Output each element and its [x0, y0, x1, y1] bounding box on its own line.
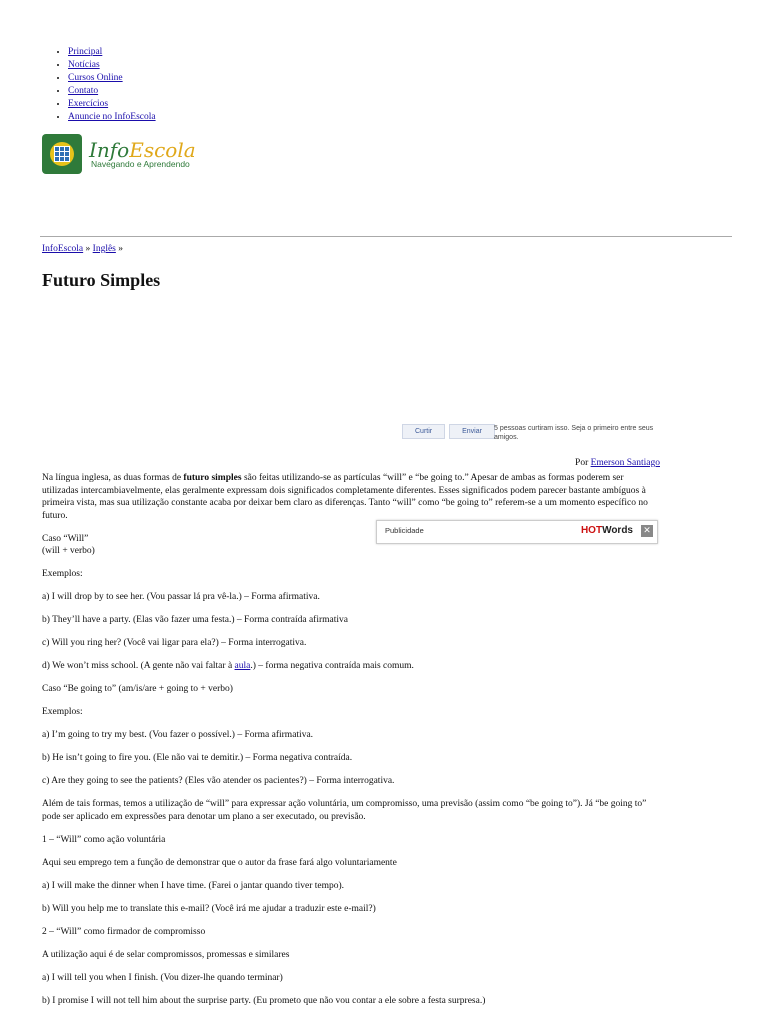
intro-text-pre: Na língua inglesa, as duas formas de — [42, 473, 184, 483]
nav-link-anuncie[interactable]: Anuncie no InfoEscola — [68, 112, 156, 122]
author-link[interactable]: Emerson Santiago — [590, 458, 660, 468]
send-button[interactable]: Enviar — [449, 424, 495, 439]
social-count-text: 5 pessoas curtiram isso. Seja o primeiro entre seus amigos. — [494, 425, 654, 441]
logo-escola-text: Escola — [129, 138, 196, 162]
breadcrumb — [42, 244, 123, 254]
hotwords-logo — [581, 525, 633, 536]
nav-link-contato[interactable]: Contato — [68, 86, 99, 96]
logo-info-text: Info — [89, 138, 130, 162]
nav-item-principal[interactable] — [68, 46, 156, 59]
intro-bold-term: futuro simples — [183, 473, 242, 483]
nav-item-anuncie[interactable] — [68, 111, 156, 124]
hotwords-hot-text: HOT — [580, 525, 603, 536]
section2-example-a: a) I will tell you when I finish. (Vou dizer-lhe quando terminar) — [42, 972, 283, 983]
example-a: a) I will drop by to see her. (Vou passar lá pra vê-la.) – Forma afirmativa. — [42, 592, 320, 602]
logo-tagline: Navegando e Aprendendo — [91, 159, 190, 169]
example-d-post: .) – forma negativa contraída mais comum. — [250, 661, 414, 671]
header-divider — [40, 236, 732, 237]
section2-title: 2 – “Will” como firmador de compromisso — [42, 926, 206, 937]
example2-b: b) He isn’t going to fire you. (Ele não vai te demitir.) – Forma negativa contraída. — [42, 753, 353, 763]
example-d — [42, 660, 662, 673]
case-will-line2: (will + verbo) — [42, 546, 95, 556]
case-going-heading: Caso “Be going to” (am/is/are + going to + verbo) — [42, 684, 233, 694]
article-body — [42, 472, 662, 1018]
breadcrumb-category[interactable]: Inglês — [92, 244, 116, 254]
like-button[interactable]: Curtir — [402, 424, 445, 439]
nav-link-principal[interactable]: Principal — [68, 47, 103, 57]
aula-link[interactable]: aula — [234, 661, 251, 671]
case-will-line1: Caso “Will” — [42, 533, 89, 544]
section1-title: 1 – “Will” como ação voluntária — [42, 834, 166, 845]
close-icon[interactable]: ✕ — [641, 525, 653, 537]
author-line — [575, 458, 660, 468]
section2-description: A utilização aqui é de selar compromissos, promessas e similares — [42, 949, 290, 960]
author-prefix: Por — [575, 458, 591, 468]
section1-example-b: b) Will you help me to translate this e-mail? (Você irá me ajudar a traduzir este e-mail?) — [42, 903, 376, 914]
ad-banner[interactable] — [376, 520, 658, 544]
examples-label: Exemplos: — [42, 569, 83, 579]
breadcrumb-home[interactable]: InfoEscola — [42, 244, 84, 254]
nav-item-contato[interactable] — [68, 85, 156, 98]
intro-text-post: são feitas utilizando-se as partículas “will” e “be going to.” Apesar de ambas as formas poderem ser utilizadas intercambiavelmente, elas geralmente expressam dois significados completamente diferentes. Esses significados podem parecer bastante ambíguos à primeira vista, mas sua utilização constante acaba por deixar bem claro as diferenças. Tanto “will” como “be going to” referem-se a um momento específico no futuro. — [42, 473, 648, 521]
site-logo[interactable] — [42, 134, 212, 176]
page-title: Futuro Simples — [42, 270, 161, 290]
example-d-pre: d) We won’t miss school. (A gente não vai faltar à — [42, 661, 235, 671]
examples-label: Exemplos: — [42, 707, 83, 717]
example-c: c) Will you ring her? (Você vai ligar para ela?) – Forma interrogativa. — [42, 638, 307, 648]
section1-description: Aqui seu emprego tem a função de demonstrar que o autor da frase fará algo voluntariamente — [42, 857, 397, 868]
ad-label: Publicidade — [385, 526, 424, 535]
nav-item-noticias[interactable] — [68, 59, 156, 72]
example-b: b) They’ll have a party. (Elas vão fazer uma festa.) – Forma contraída afirmativa — [42, 615, 348, 625]
usage-paragraph: Além de tais formas, temos a utilização de “will” para expressar ação voluntária, um compromisso, uma previsão (assim como “be going to”). Já “be going to” pode ser aplicado em expressões para denotar um plano a ser executado, ou previsão. — [42, 799, 647, 822]
top-nav — [48, 46, 156, 124]
nav-link-cursos[interactable]: Cursos Online — [68, 73, 123, 83]
example2-c: c) Are they going to see the patients? (Eles vão atender os pacientes?) – Forma interrogativa. — [42, 776, 395, 786]
social-buttons — [402, 424, 495, 439]
nav-item-exercicios[interactable] — [68, 98, 156, 111]
section2-example-b: b) I promise I will not tell him about the surprise party. (Eu prometo que não vou contar a ele sobre a festa surpresa.) — [42, 995, 486, 1006]
intro-paragraph — [42, 472, 662, 522]
hotwords-words-text: Words — [602, 525, 633, 536]
breadcrumb-separator: » — [83, 244, 93, 254]
breadcrumb-separator: » — [115, 244, 123, 254]
nav-link-noticias[interactable]: Notícias — [68, 60, 100, 70]
nav-link-exercicios[interactable]: Exercícios — [68, 99, 109, 109]
example2-a: a) I’m going to try my best. (Vou fazer o possível.) – Forma afirmativa. — [42, 730, 314, 740]
section1-example-a: a) I will make the dinner when I have time. (Farei o jantar quando tiver tempo). — [42, 880, 345, 891]
nav-item-cursos[interactable] — [68, 72, 156, 85]
logo-icon — [42, 134, 82, 174]
